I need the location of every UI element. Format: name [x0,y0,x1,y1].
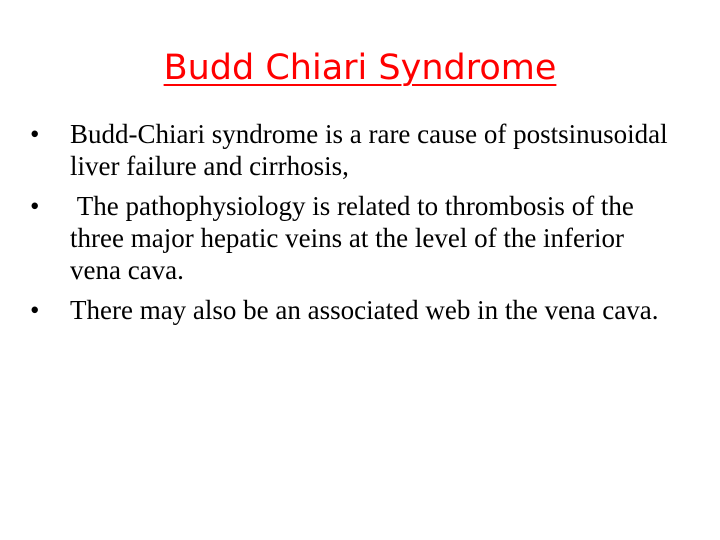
bullet-dot-icon: • [30,191,40,221]
bullet-item [30,190,670,286]
bullet-list [30,118,670,334]
slide-title [0,44,720,92]
bullet-dot-icon: • [30,295,40,325]
bullet-text: The pathophysiology is related to thrombosis of the three major hepatic veins at the level of the inferior vena cava. [70,191,641,285]
slide-title-text: Budd Chiari Syndrome [163,48,557,88]
bullet-text: There may also be an associated web in the vena cava. [70,295,659,325]
bullet-item [30,118,670,182]
bullet-text: Budd-Chiari syndrome is a rare cause of postsinusoidal liver failure and cirrhosis, [70,119,668,181]
bullet-item [30,294,670,326]
bullet-dot-icon: • [30,119,40,149]
